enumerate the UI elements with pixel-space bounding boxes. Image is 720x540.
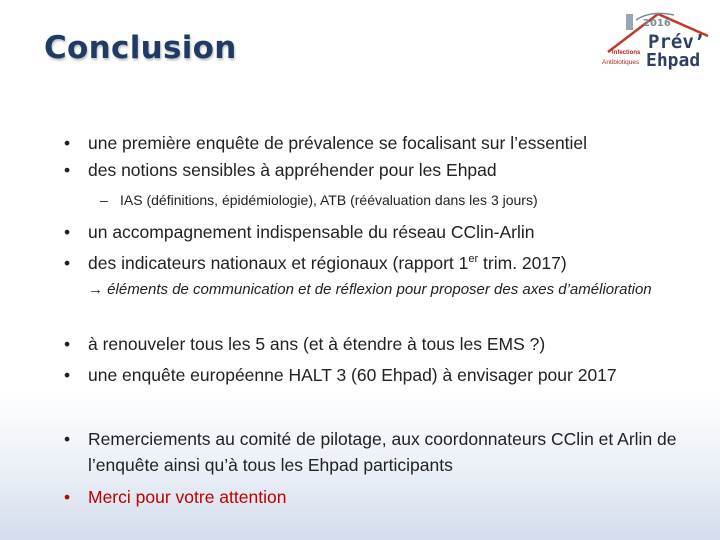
page-title: Conclusion — [44, 30, 237, 66]
bullet-icon: • — [64, 253, 71, 273]
list-item-text: à renouveler tous les 5 ans (et à étendre à tous les EMS ?) — [88, 334, 546, 354]
bullet-icon: • — [64, 334, 71, 354]
bullet-icon: • — [64, 429, 71, 449]
logo-infections: Infections — [612, 50, 641, 56]
list-item-text: des notions sensibles à appréhender pour les Ehpad — [88, 160, 497, 180]
note-body: éléments de communication et de réflexion pour proposer des axes d’amélioration — [107, 281, 652, 298]
list-item-text-part: des indicateurs nationaux et régionaux (rapport 1 — [88, 253, 469, 273]
note-text — [88, 279, 678, 301]
bullet-icon: • — [64, 487, 71, 507]
bullet-icon: • — [64, 133, 71, 153]
logo-prev: Prév’ — [648, 31, 706, 53]
list-item-text: une première enquête de prévalence se focalisant sur l’essentiel — [88, 133, 588, 153]
arrow-right-icon: → — [88, 281, 103, 298]
bullet-icon: • — [64, 222, 71, 242]
thank-you-text: Merci pour votre attention — [88, 487, 287, 507]
sub-list-item-text: IAS (définitions, épidémiologie), ATB (réévaluation dans les 3 jours) — [120, 192, 538, 208]
list-item-text — [88, 250, 700, 276]
logo-antibiotiques: Antibiotiques — [602, 59, 640, 66]
superscript: er — [468, 253, 479, 266]
list-item-text: Remerciements au comité de pilotage, aux coordonnateurs CClin et Arlin de l’enquête ainsi qu’à tous les Ehpad participants — [88, 429, 677, 475]
logo-year: 2016 — [643, 18, 671, 29]
list-item-text: un accompagnement indispensable du réseau CClin-Arlin — [88, 222, 535, 242]
dash-icon: – — [100, 192, 108, 208]
logo-ehpad: Ehpad — [646, 50, 701, 71]
bullet-icon: • — [64, 365, 71, 385]
list-item-text-part: trim. 2017) — [478, 253, 567, 273]
prev-ehpad-logo — [596, 6, 714, 78]
list-item-text: une enquête européenne HALT 3 (60 Ehpad) à envisager pour 2017 — [88, 365, 617, 385]
bullet-icon: • — [64, 160, 71, 180]
